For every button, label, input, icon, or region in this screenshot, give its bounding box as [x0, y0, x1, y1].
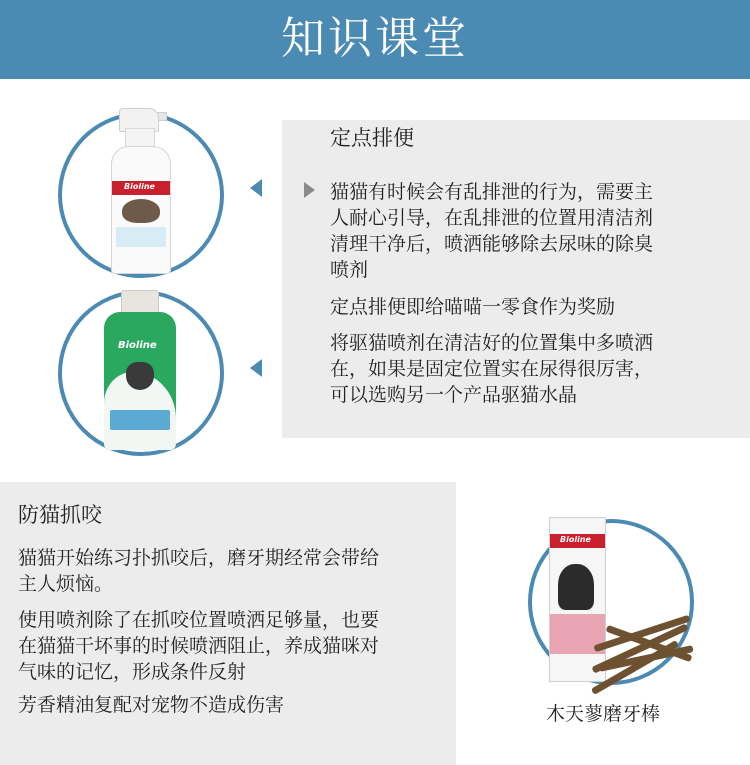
pointer-arrow-spray-icon: [250, 179, 262, 197]
section-bottom-line-6: 芳香精油复配对宠物不造成伤害: [18, 694, 285, 716]
section-top-line-2: 人耐心引导，在乱排泄的位置用清洁剂: [330, 207, 654, 229]
section-bottom-line-5: 气味的记忆，形成条件反射: [18, 661, 247, 683]
section-top-title: 定点排便: [330, 126, 414, 150]
bullet-arrow-icon: [304, 182, 315, 198]
section-top-line-6: 将驱猫喷剂在清洁好的位置集中多喷洒: [330, 332, 654, 354]
section-top-line-5: 定点排便即给喵喵一零食作为奖励: [330, 296, 616, 318]
section-bottom-line-2: 主人烦恼。: [18, 573, 114, 595]
section-top-line-7: 在，如果是固定位置实在尿得很厉害，: [330, 358, 654, 380]
sticks-brand-label: Bioline: [560, 535, 591, 544]
sticks-caption: 木天蓼磨牙棒: [546, 703, 661, 725]
section-bottom-line-1: 猫猫开始练习扑抓咬后，磨牙期经常会带给: [18, 547, 380, 569]
page-header: [0, 0, 750, 79]
pointer-arrow-jelly-icon: [250, 359, 262, 377]
section-top-line-4: 喷剂: [330, 259, 369, 281]
jelly-brand-label: Bioline: [118, 340, 157, 351]
section-bottom-line-4: 在猫猫干坏事的时候喷洒阻止，养成猫咪对: [18, 635, 380, 657]
spray-brand-label: Bioline: [124, 182, 155, 191]
section-bottom-line-3: 使用喷剂除了在抓咬位置喷洒足够量，也要: [18, 609, 380, 631]
section-top-line-3: 清理干净后，喷洒能够除去尿味的除臭: [330, 233, 654, 255]
section-bottom-title: 防猫抓咬: [18, 503, 102, 527]
section-top-line-1: 猫猫有时候会有乱排泄的行为，需要主: [330, 181, 654, 203]
page-title: 知识课堂: [281, 13, 469, 64]
section-top-line-8: 可以选购另一个产品驱猫水晶: [330, 384, 578, 406]
